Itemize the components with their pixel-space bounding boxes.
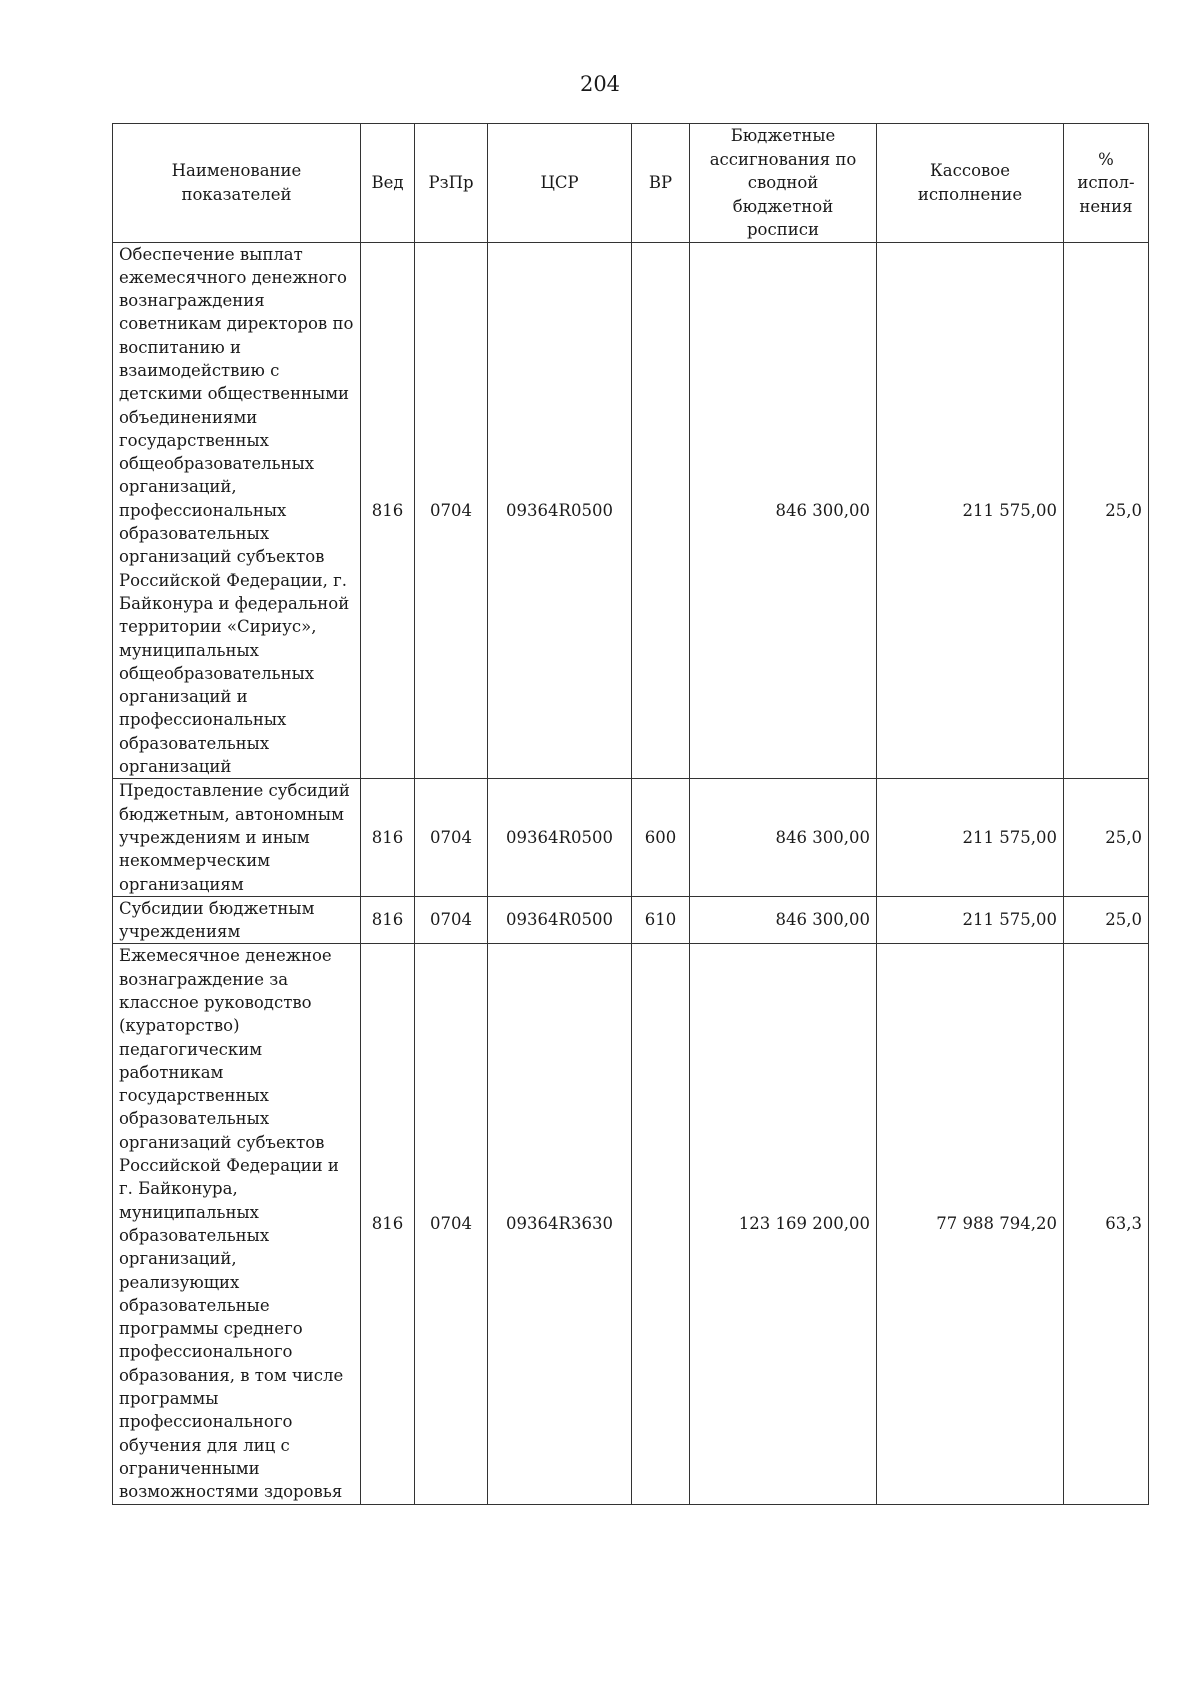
row-pct: 25,0 [1064, 779, 1149, 896]
row-csr: 09364R0500 [488, 896, 632, 944]
table-row [113, 242, 1149, 779]
row-budget: 846 300,00 [690, 242, 877, 779]
row-ved: 816 [361, 944, 415, 1504]
header-pct: % испол- нения [1064, 124, 1149, 243]
row-name: Обеспечение выплат ежемесячного денежного вознаграждения советникам директоров по воспитанию и взаимодействию с детскими общественными объединениями государственных общеобразовательных организаций, профессиональных образовательных организаций субъектов Российской Федерации, г. Байконура и федеральной территории «Сириус», муниципальных общеобразовательных организаций и профессиональных образовательных организаций [113, 242, 361, 779]
row-vr: 610 [632, 896, 690, 944]
row-name: Предоставление субсидий бюджетным, автономным учреждениям и иным некоммерческим организациям [113, 779, 361, 896]
table-row [113, 944, 1149, 1504]
header-rzpr: РзПр [415, 124, 488, 243]
row-name: Ежемесячное денежное вознаграждение за классное руководство (кураторство) педагогическим работникам государственных образовательных организаций субъектов Российской Федерации и г. Байконура, муниципальных образовательных организаций, реализующих образовательные программы среднего профессионального образования, в том числе программы профессионального обучения для лиц с ограниченными возможностями здоровья [113, 944, 361, 1504]
header-vr: ВР [632, 124, 690, 243]
row-budget: 123 169 200,00 [690, 944, 877, 1504]
row-vr: 600 [632, 779, 690, 896]
row-rzpr: 0704 [415, 896, 488, 944]
header-ved: Вед [361, 124, 415, 243]
page-number: 204 [579, 72, 621, 96]
row-name: Субсидии бюджетным учреждениям [113, 896, 361, 944]
row-budget: 846 300,00 [690, 896, 877, 944]
row-cash: 211 575,00 [877, 779, 1064, 896]
row-csr: 09364R3630 [488, 944, 632, 1504]
row-csr: 09364R0500 [488, 242, 632, 779]
row-pct: 63,3 [1064, 944, 1149, 1504]
row-budget: 846 300,00 [690, 779, 877, 896]
row-rzpr: 0704 [415, 242, 488, 779]
row-csr: 09364R0500 [488, 779, 632, 896]
row-pct: 25,0 [1064, 242, 1149, 779]
row-ved: 816 [361, 779, 415, 896]
row-pct: 25,0 [1064, 896, 1149, 944]
header-csr: ЦСР [488, 124, 632, 243]
row-cash: 211 575,00 [877, 896, 1064, 944]
row-vr [632, 242, 690, 779]
row-rzpr: 0704 [415, 779, 488, 896]
row-ved: 816 [361, 242, 415, 779]
row-cash: 77 988 794,20 [877, 944, 1064, 1504]
header-budget: Бюджетные ассигнования по сводной бюджетной росписи [690, 124, 877, 243]
budget-execution-table [112, 123, 1149, 1505]
table-row [113, 779, 1149, 896]
row-vr [632, 944, 690, 1504]
row-rzpr: 0704 [415, 944, 488, 1504]
row-ved: 816 [361, 896, 415, 944]
table-header-row [113, 124, 1149, 243]
table-row [113, 896, 1149, 944]
header-name: Наименование показателей [113, 124, 361, 243]
header-cash: Кассовое исполнение [877, 124, 1064, 243]
row-cash: 211 575,00 [877, 242, 1064, 779]
